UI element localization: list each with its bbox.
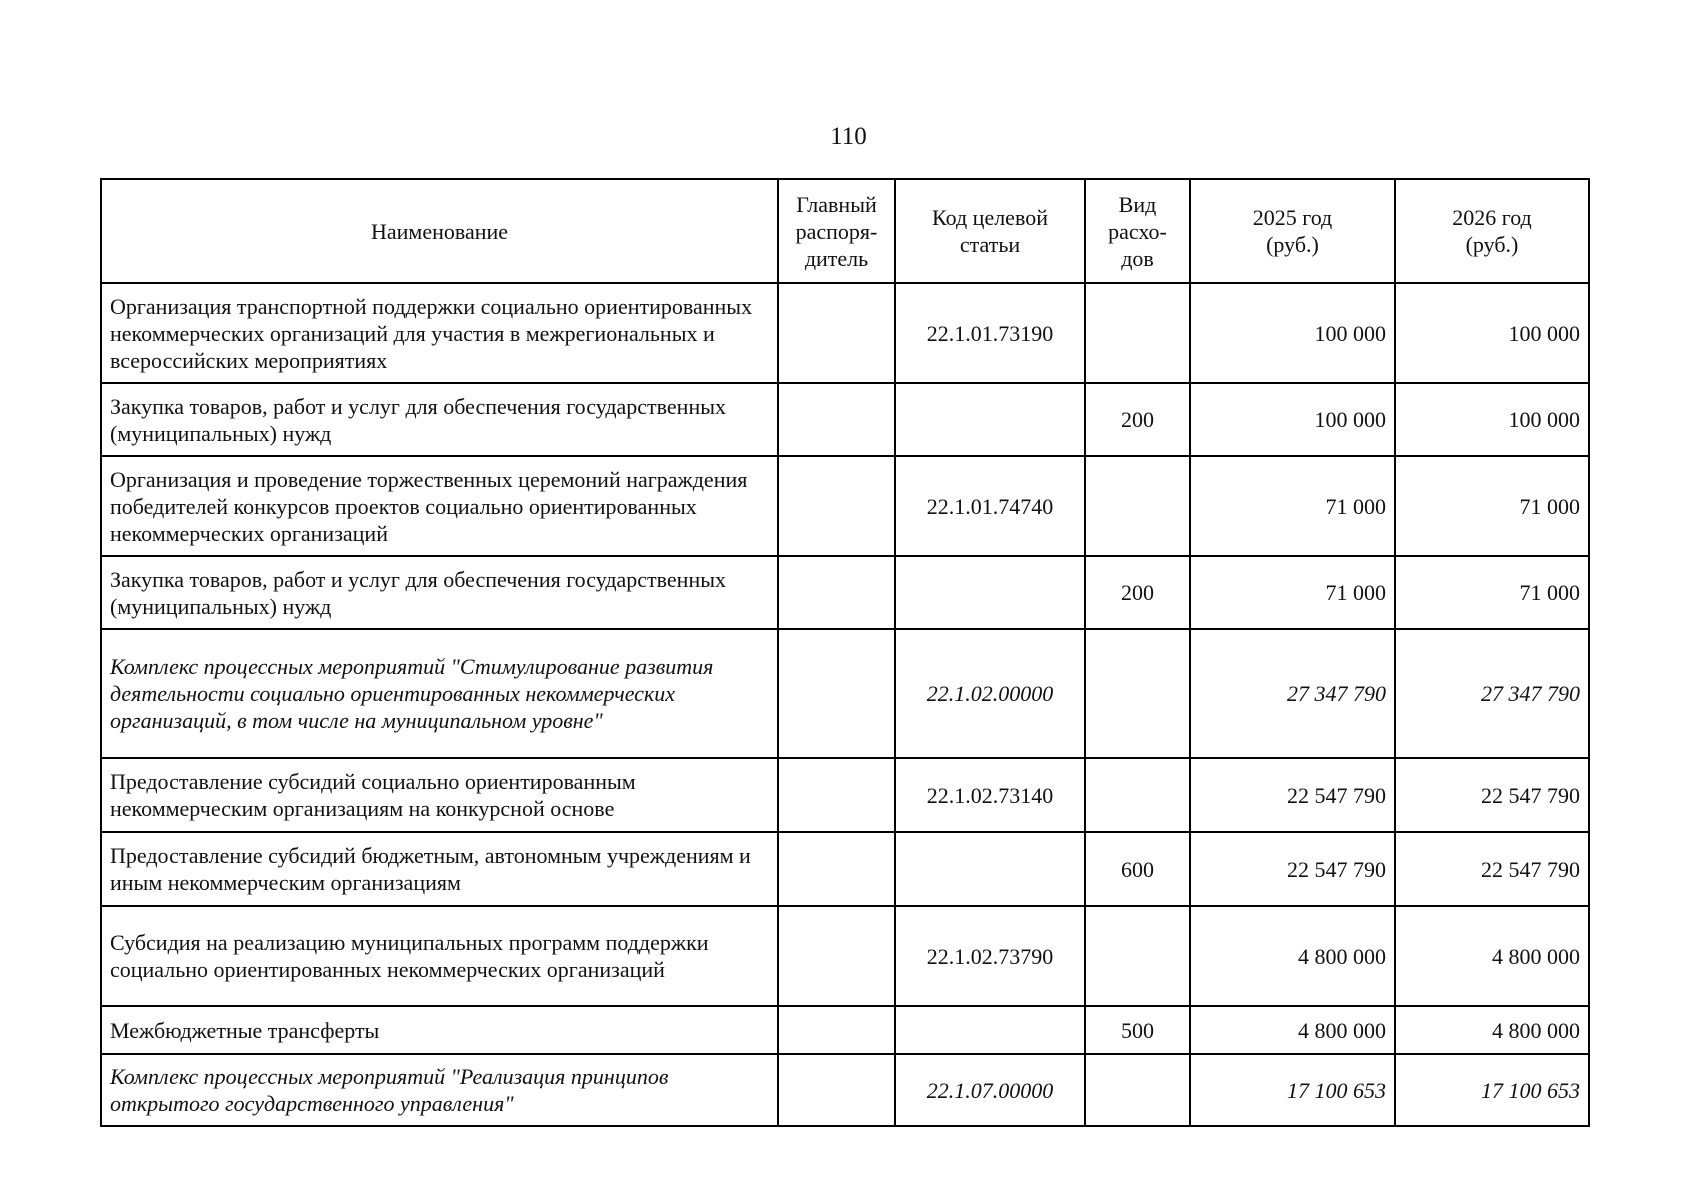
table-row	[101, 456, 1589, 556]
row-2026: 22 547 790	[1395, 832, 1589, 906]
row-2025: 27 347 790	[1190, 629, 1395, 758]
row-manager	[778, 1054, 895, 1126]
row-name: Организация и проведение торжественных церемоний награждения победителей конкурсов проектов социально ориентированных некоммерческих организаций	[101, 456, 778, 556]
header-2025: 2025 год (руб.)	[1190, 179, 1395, 283]
header-code: Код целевой статьи	[895, 179, 1085, 283]
row-code: 22.1.01.73190	[895, 283, 1085, 383]
header-type: Вид расхо- дов	[1085, 179, 1190, 283]
table-row	[101, 383, 1589, 456]
header-name: Наименование	[101, 179, 778, 283]
row-2026: 100 000	[1395, 283, 1589, 383]
row-2026: 17 100 653	[1395, 1054, 1589, 1126]
row-manager	[778, 832, 895, 906]
table-row	[101, 1006, 1589, 1054]
budget-table	[100, 178, 1590, 1127]
row-2026: 71 000	[1395, 556, 1589, 629]
row-2025: 71 000	[1190, 556, 1395, 629]
row-manager	[778, 383, 895, 456]
table-row	[101, 758, 1589, 832]
row-2025: 71 000	[1190, 456, 1395, 556]
row-type: 500	[1085, 1006, 1190, 1054]
row-manager	[778, 758, 895, 832]
table-row	[101, 832, 1589, 906]
row-code	[895, 832, 1085, 906]
row-name: Субсидия на реализацию муниципальных программ поддержки социально ориентированных некоммерческих организаций	[101, 906, 778, 1006]
row-name: Предоставление субсидий социально ориентированным некоммерческим организациям на конкурсной основе	[101, 758, 778, 832]
row-2025: 17 100 653	[1190, 1054, 1395, 1126]
row-2025: 100 000	[1190, 383, 1395, 456]
table-row	[101, 556, 1589, 629]
row-manager	[778, 456, 895, 556]
row-manager	[778, 556, 895, 629]
row-name: Комплекс процессных мероприятий "Стимулирование развития деятельности социально ориентированных некоммерческих организаций, в том числе на муниципальном уровне"	[101, 629, 778, 758]
row-2026: 100 000	[1395, 383, 1589, 456]
row-2025: 22 547 790	[1190, 832, 1395, 906]
header-manager: Главный распоря- дитель	[778, 179, 895, 283]
row-type	[1085, 629, 1190, 758]
row-name: Предоставление субсидий бюджетным, автономным учреждениям и иным некоммерческим организациям	[101, 832, 778, 906]
row-code	[895, 1006, 1085, 1054]
row-name: Комплекс процессных мероприятий "Реализация принципов открытого государственного управления"	[101, 1054, 778, 1126]
table-row	[101, 629, 1589, 758]
table-row	[101, 283, 1589, 383]
row-code	[895, 383, 1085, 456]
row-2026: 27 347 790	[1395, 629, 1589, 758]
row-manager	[778, 906, 895, 1006]
row-code: 22.1.02.00000	[895, 629, 1085, 758]
row-2025: 22 547 790	[1190, 758, 1395, 832]
row-code: 22.1.01.74740	[895, 456, 1085, 556]
row-2026: 4 800 000	[1395, 1006, 1589, 1054]
row-code: 22.1.02.73790	[895, 906, 1085, 1006]
row-code: 22.1.07.00000	[895, 1054, 1085, 1126]
row-2026: 71 000	[1395, 456, 1589, 556]
page-number: 110	[830, 123, 867, 150]
row-manager	[778, 629, 895, 758]
row-type	[1085, 906, 1190, 1006]
row-code	[895, 556, 1085, 629]
row-type	[1085, 283, 1190, 383]
row-type	[1085, 1054, 1190, 1126]
row-name: Межбюджетные трансферты	[101, 1006, 778, 1054]
header-2026: 2026 год (руб.)	[1395, 179, 1589, 283]
table-row	[101, 906, 1589, 1006]
row-manager	[778, 1006, 895, 1054]
row-2025: 4 800 000	[1190, 1006, 1395, 1054]
row-manager	[778, 283, 895, 383]
table-row	[101, 1054, 1589, 1126]
table-header-row	[101, 179, 1589, 283]
row-type: 200	[1085, 383, 1190, 456]
row-type: 200	[1085, 556, 1190, 629]
row-2025: 100 000	[1190, 283, 1395, 383]
row-name: Закупка товаров, работ и услуг для обеспечения государственных (муниципальных) нужд	[101, 383, 778, 456]
row-type	[1085, 456, 1190, 556]
row-name: Организация транспортной поддержки социально ориентированных некоммерческих организаций для участия в межрегиональных и всероссийских мероприятиях	[101, 283, 778, 383]
row-code: 22.1.02.73140	[895, 758, 1085, 832]
row-2026: 4 800 000	[1395, 906, 1589, 1006]
row-2025: 4 800 000	[1190, 906, 1395, 1006]
row-2026: 22 547 790	[1395, 758, 1589, 832]
row-name: Закупка товаров, работ и услуг для обеспечения государственных (муниципальных) нужд	[101, 556, 778, 629]
row-type: 600	[1085, 832, 1190, 906]
row-type	[1085, 758, 1190, 832]
